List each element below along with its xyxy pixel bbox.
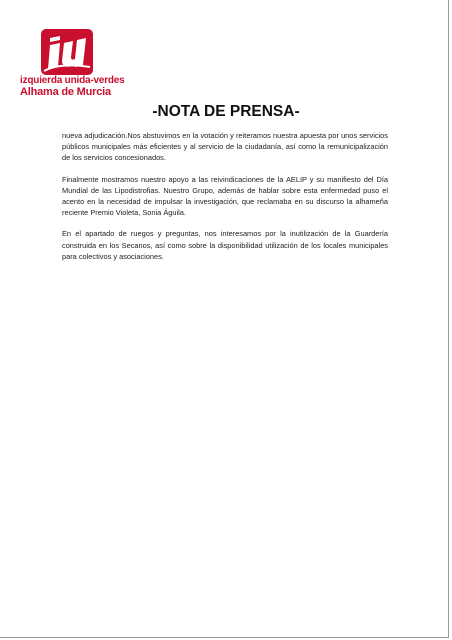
paragraph: En el apartado de ruegos y preguntas, nos interesamos por la inutilización de la Guardería construida en los Secanos, así como sobre la disponibilidad utilización de los locales municipales para colectivos y asociaciones.: [62, 229, 388, 261]
paragraph: nueva adjudicación.Nos abstuvimos en la votación y reiteramos nuestra apuesta por unos servicios públicos municipales más eficientes y al servicio de la ciudadanía, así como la remunicipalización de los servicios concesionados.: [62, 131, 388, 163]
logo-party-name: izquierda unida-verdes: [20, 75, 125, 86]
logo-town-name: Alhama de Murcia: [20, 86, 111, 98]
page-title: -NOTA DE PRENSA-: [152, 103, 300, 120]
paragraph: Finalmente mostramos nuestro apoyo a las reivindicaciones de la AELIP y su manifiesto del Día Mundial de las Lipodistrofias. Nuestro Grupo, además de hablar sobre esta enfermedad puso el acento en la necesidad de impulsar la investigación, que reclamaba en su discurso la alhameña reciente Premio Violeta, Sonia Águila.: [62, 174, 388, 218]
party-logo: [20, 29, 125, 99]
press-release-body: [62, 130, 388, 272]
iu-logo-icon: [41, 29, 93, 75]
